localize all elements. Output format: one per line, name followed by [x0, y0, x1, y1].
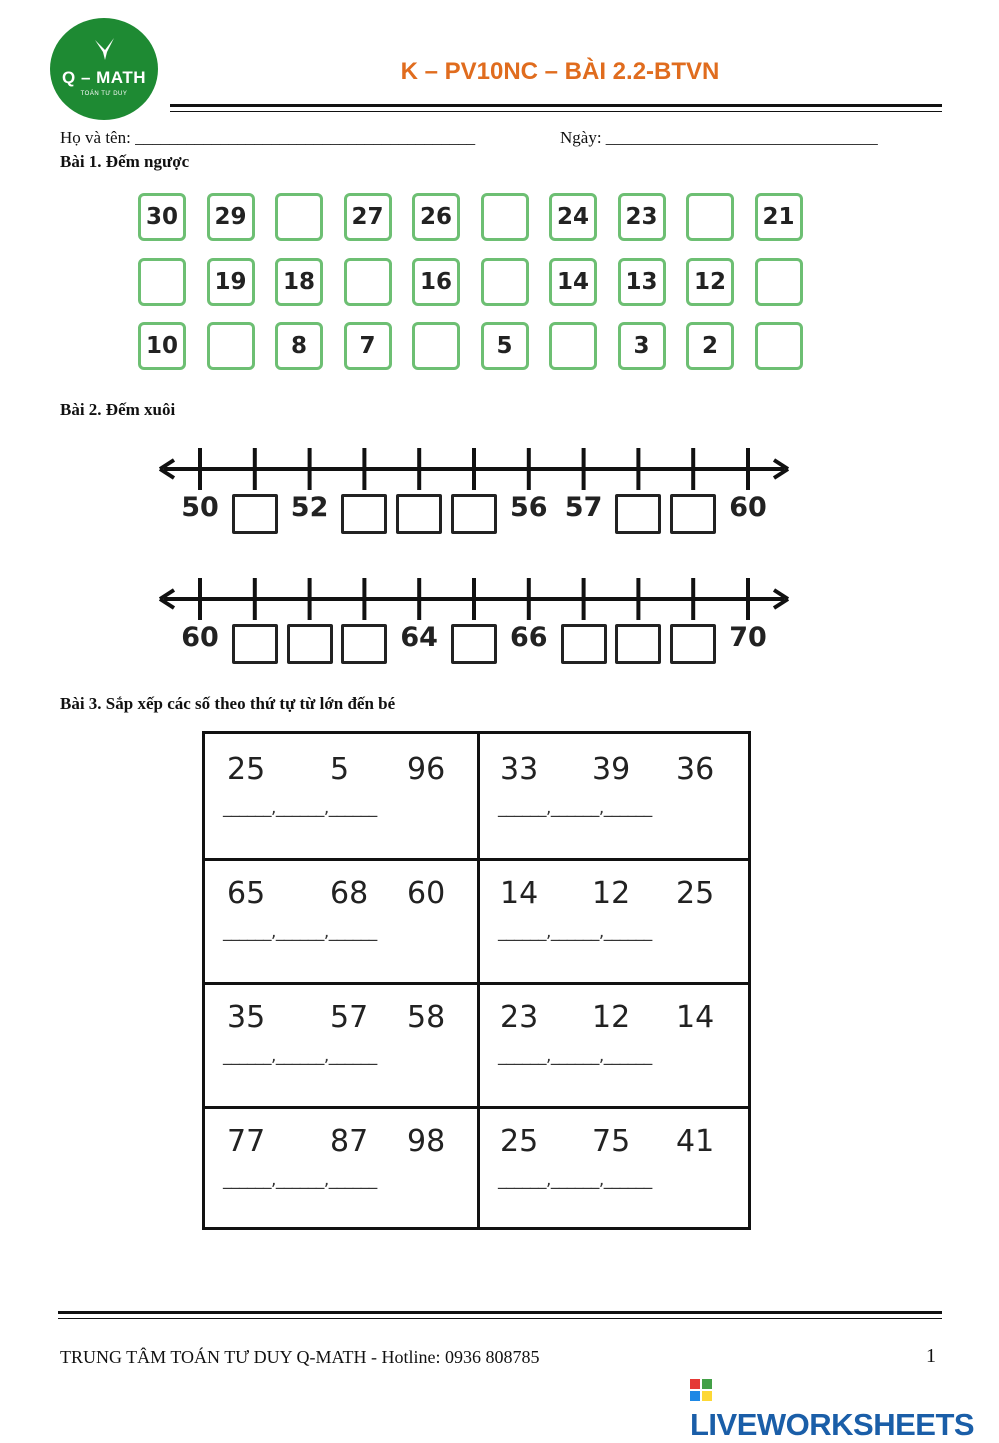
sort-cell [205, 982, 477, 1106]
number-line-answer-box[interactable] [451, 624, 497, 664]
number-box: 21 [755, 193, 803, 241]
answer-blanks[interactable]: ______,______,______ [223, 922, 377, 942]
number-line-answer-box[interactable] [615, 624, 661, 664]
answer-box[interactable] [138, 258, 186, 306]
number-line-label: 50 [181, 492, 219, 523]
page-number: 1 [926, 1345, 936, 1367]
sort-number: 65 [227, 876, 266, 911]
sort-number: 60 [407, 876, 446, 911]
number-box: 26 [412, 193, 460, 241]
answer-box[interactable] [686, 193, 734, 241]
number-line-label: 70 [729, 622, 767, 653]
number-line-answer-box[interactable] [615, 494, 661, 534]
number-line-label: 52 [290, 492, 329, 523]
logo-tagline: TOÁN TƯ DUY [80, 91, 128, 97]
header-rule-thin [170, 111, 942, 112]
number-box: 30 [138, 193, 186, 241]
number-box: 10 [138, 322, 186, 370]
number-line-answer-box[interactable] [287, 624, 333, 664]
footer-text: TRUNG TÂM TOÁN TƯ DUY Q-MATH - Hotline: 0936 808785 [60, 1347, 540, 1367]
sort-number: 75 [592, 1124, 631, 1159]
number-line-1 [150, 440, 800, 540]
answer-box[interactable] [755, 322, 803, 370]
answer-blanks[interactable]: ______,______,______ [498, 1046, 652, 1066]
date-field[interactable]: Ngày: ________________________________ [560, 128, 878, 147]
number-line-answer-box[interactable] [232, 624, 278, 664]
sort-number: 12 [592, 1000, 631, 1035]
sort-cell [205, 734, 477, 858]
sort-number: 36 [676, 752, 715, 787]
number-box: 5 [481, 322, 529, 370]
number-line-label: 64 [400, 622, 438, 653]
sort-number: 5 [330, 752, 350, 787]
number-line-answer-box[interactable] [561, 624, 607, 664]
number-box: 2 [686, 322, 734, 370]
sort-number: 68 [330, 876, 369, 911]
number-line-answer-box[interactable] [341, 624, 387, 664]
number-box: 8 [275, 322, 323, 370]
sort-number: 57 [330, 1000, 369, 1035]
number-box: 13 [618, 258, 666, 306]
logo-brand: Q – MATH [62, 68, 146, 87]
number-line-2 [150, 570, 800, 670]
sort-number: 14 [676, 1000, 715, 1035]
header-rule [170, 104, 942, 110]
answer-box[interactable] [275, 193, 323, 241]
number-line-label: 56 [510, 492, 548, 523]
sort-number: 33 [500, 752, 539, 787]
number-line-answer-box[interactable] [232, 494, 278, 534]
footer-rule-thin [58, 1318, 942, 1319]
answer-box[interactable] [207, 322, 255, 370]
number-box: 16 [412, 258, 460, 306]
liveworksheets-text: LIVEWORKSHEETS [690, 1407, 975, 1442]
sort-cell [480, 1106, 752, 1230]
number-box: 3 [618, 322, 666, 370]
number-line-answer-box[interactable] [451, 494, 497, 534]
number-line-answer-box[interactable] [670, 494, 716, 534]
number-box: 19 [207, 258, 255, 306]
number-line-axis [150, 570, 800, 620]
sort-number: 23 [500, 1000, 539, 1035]
number-box: 12 [686, 258, 734, 306]
number-box: 27 [344, 193, 392, 241]
number-box: 18 [275, 258, 323, 306]
number-line-label: 57 [564, 492, 603, 523]
page-title: K – PV10NC – BÀI 2.2-BTVN [400, 58, 720, 85]
sort-number: 41 [676, 1124, 715, 1159]
sort-number: 77 [227, 1124, 266, 1159]
sort-number: 98 [407, 1124, 446, 1159]
answer-blanks[interactable]: ______,______,______ [498, 1170, 652, 1190]
answer-box[interactable] [412, 322, 460, 370]
exercise1-heading: Bài 1. Đếm ngược [60, 152, 190, 171]
sort-number: 12 [592, 876, 631, 911]
sort-number: 25 [500, 1124, 539, 1159]
sort-number: 14 [500, 876, 539, 911]
qmath-logo [50, 18, 158, 120]
answer-box[interactable] [549, 322, 597, 370]
liveworksheets-watermark [690, 1371, 999, 1443]
sort-cell [480, 982, 752, 1106]
answer-blanks[interactable]: ______,______,______ [223, 1170, 377, 1190]
sort-number: 39 [592, 752, 631, 787]
number-box: 23 [618, 193, 666, 241]
sort-cell [480, 858, 752, 982]
sort-cell [205, 1106, 477, 1230]
answer-blanks[interactable]: ______,______,______ [498, 922, 652, 942]
answer-box[interactable] [481, 193, 529, 241]
name-field[interactable]: Họ và tên: ________________________________________ [60, 128, 476, 147]
number-line-label: 60 [181, 622, 219, 653]
sort-number: 35 [227, 1000, 266, 1035]
sort-number: 58 [407, 1000, 446, 1035]
number-box: 24 [549, 193, 597, 241]
exercise2-heading: Bài 2. Đếm xuôi [60, 400, 176, 419]
bird-icon [92, 36, 118, 62]
answer-blanks[interactable]: ______,______,______ [498, 798, 652, 818]
answer-box[interactable] [344, 258, 392, 306]
number-line-answer-box[interactable] [670, 624, 716, 664]
number-line-axis [150, 440, 800, 490]
sort-number: 25 [676, 876, 715, 911]
number-box: 14 [549, 258, 597, 306]
answer-box[interactable] [481, 258, 529, 306]
number-line-label: 60 [729, 492, 767, 523]
answer-box[interactable] [755, 258, 803, 306]
answer-blanks[interactable]: ______,______,______ [223, 798, 377, 818]
number-box: 29 [207, 193, 255, 241]
sort-cell [480, 734, 752, 858]
sort-number: 96 [407, 752, 446, 787]
sort-number: 25 [227, 752, 266, 787]
exercise3-heading: Bài 3. Sắp xếp các số theo thứ tự từ lớn đến bé [60, 694, 396, 713]
number-line-answer-box[interactable] [396, 494, 442, 534]
answer-blanks[interactable]: ______,______,______ [223, 1046, 377, 1066]
sort-table [202, 731, 751, 1230]
sort-cell [205, 858, 477, 982]
countdown-grid [138, 193, 808, 375]
number-box: 7 [344, 322, 392, 370]
number-line-label: 66 [510, 622, 548, 653]
number-line-answer-box[interactable] [341, 494, 387, 534]
liveworksheets-icon [690, 1379, 712, 1401]
footer-rule [58, 1311, 942, 1317]
sort-number: 87 [330, 1124, 369, 1159]
